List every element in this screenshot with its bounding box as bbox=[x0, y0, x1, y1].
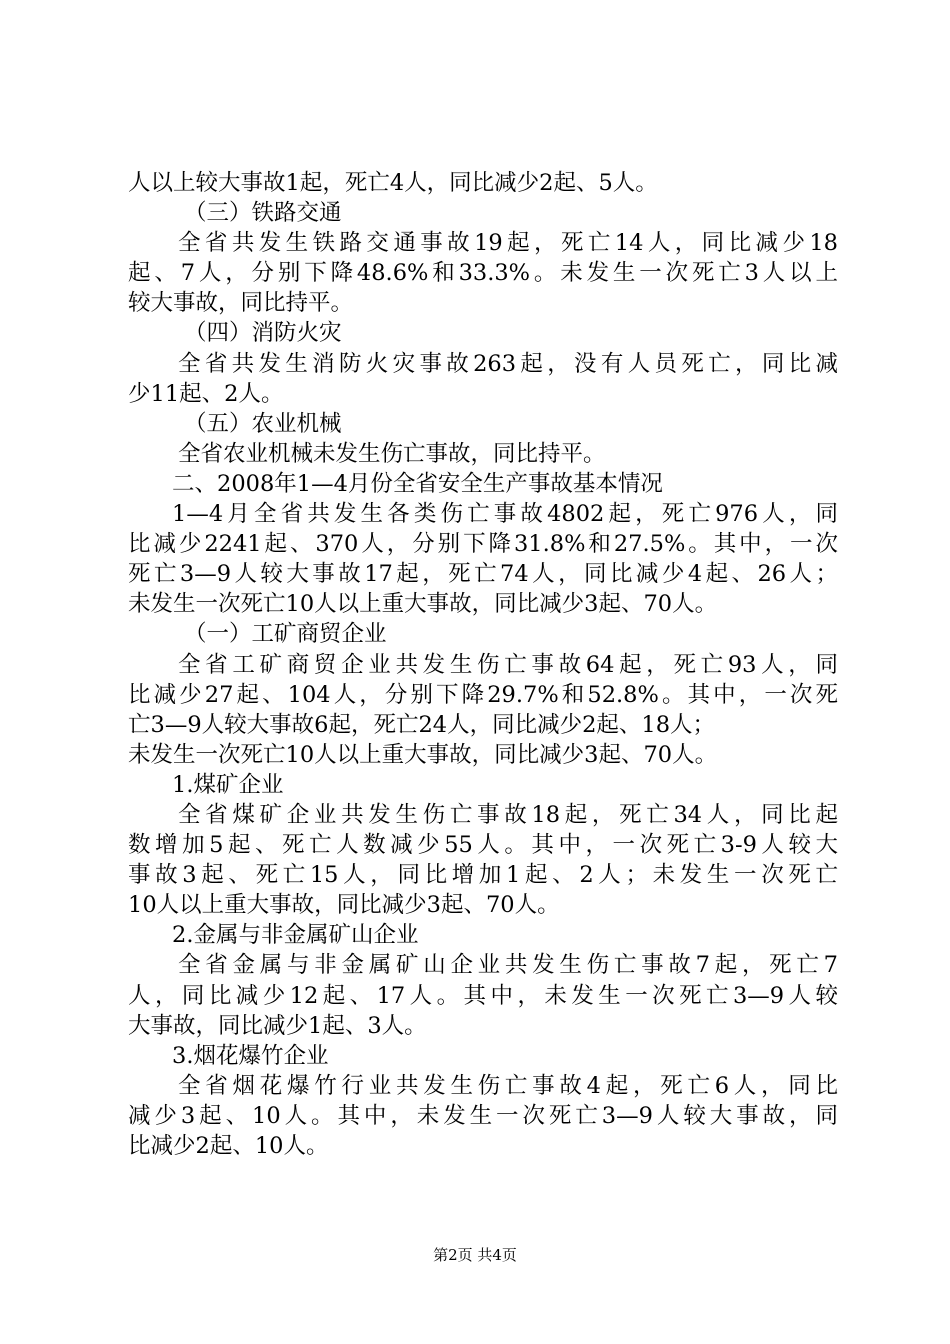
paragraph-line: 数增加5起、死亡人数减少55人。其中，一次死亡3-9人较大 bbox=[128, 832, 838, 859]
paragraph-line: 10人以上重大事故，同比减少3起、70人。 bbox=[128, 892, 560, 919]
section-heading-industry-trade: （一）工矿商贸企业 bbox=[184, 621, 387, 648]
paragraph-line: 人，同比减少12起、17人。其中，未发生一次死亡3—9人较 bbox=[128, 982, 838, 1009]
section-heading-agriculture: （五）农业机械 bbox=[184, 410, 342, 437]
section-heading-railway: （三）铁路交通 bbox=[184, 200, 342, 227]
subsection-heading-coal: 1.煤矿企业 bbox=[172, 771, 284, 798]
page-footer: 第2页 共4页 bbox=[433, 1246, 517, 1264]
paragraph-line: 死亡3—9人较大事故17起，死亡74人，同比减少4起、26人； bbox=[128, 561, 838, 588]
paragraph-line: 亡3—9人较大事故6起，死亡24人，同比减少2起、18人； bbox=[128, 711, 716, 738]
paragraph-line: 大事故，同比减少1起、3人。 bbox=[128, 1012, 427, 1039]
paragraph-line: 减少3起、10人。其中，未发生一次死亡3—9人较大事故，同 bbox=[128, 1102, 838, 1129]
paragraph-line: 全省农业机械未发生伤亡事故，同比持平。 bbox=[178, 440, 606, 467]
paragraph-line: 少11起、2人。 bbox=[128, 380, 284, 407]
paragraph-line: 起、7人，分别下降48.6%和33.3%。未发生一次死亡3人以上 bbox=[128, 260, 838, 287]
paragraph-line: 事故3起、死亡15人，同比增加1起、2人；未发生一次死亡 bbox=[128, 862, 838, 889]
paragraph-line-continuation: 人以上较大事故1起，死亡4人，同比减少2起、5人。 bbox=[128, 170, 658, 196]
paragraph-line: 较大事故，同比持平。 bbox=[128, 290, 354, 317]
paragraph-line: 比减少27起、104人，分别下降29.7%和52.8%。其中，一次死 bbox=[128, 681, 838, 708]
paragraph-line: 未发生一次死亡10人以上重大事故，同比减少3起、70人。 bbox=[128, 591, 718, 618]
paragraph-line: 1—4月全省共发生各类伤亡事故4802起，死亡976人，同 bbox=[172, 501, 838, 528]
subsection-heading-fireworks: 3.烟花爆竹企业 bbox=[172, 1042, 329, 1069]
paragraph-line: 全省烟花爆竹行业共发生伤亡事故4起，死亡6人，同比 bbox=[178, 1072, 838, 1099]
paragraph-line: 未发生一次死亡10人以上重大事故，同比减少3起、70人。 bbox=[128, 741, 718, 768]
subsection-heading-mining: 2.金属与非金属矿山企业 bbox=[172, 922, 419, 949]
section-heading-jan-apr-summary: 二、2008年1—4月份全省安全生产事故基本情况 bbox=[172, 470, 663, 497]
document-body bbox=[128, 168, 838, 1161]
paragraph-line: 比减少2起、10人。 bbox=[128, 1133, 329, 1159]
paragraph-line: 全省煤矿企业共发生伤亡事故18起，死亡34人，同比起 bbox=[178, 801, 838, 828]
paragraph-line: 全省工矿商贸企业共发生伤亡事故64起，死亡93人，同 bbox=[178, 651, 838, 678]
section-heading-fire: （四）消防火灾 bbox=[184, 320, 342, 347]
paragraph-line: 比减少2241起、370人，分别下降31.8%和27.5%。其中，一次 bbox=[128, 531, 838, 558]
paragraph-line: 全省金属与非金属矿山企业共发生伤亡事故7起，死亡7 bbox=[178, 952, 838, 979]
paragraph-line: 全省共发生消防火灾事故263起，没有人员死亡，同比减 bbox=[178, 350, 838, 377]
paragraph-line: 全省共发生铁路交通事故19起，死亡14人，同比减少18 bbox=[178, 230, 838, 257]
